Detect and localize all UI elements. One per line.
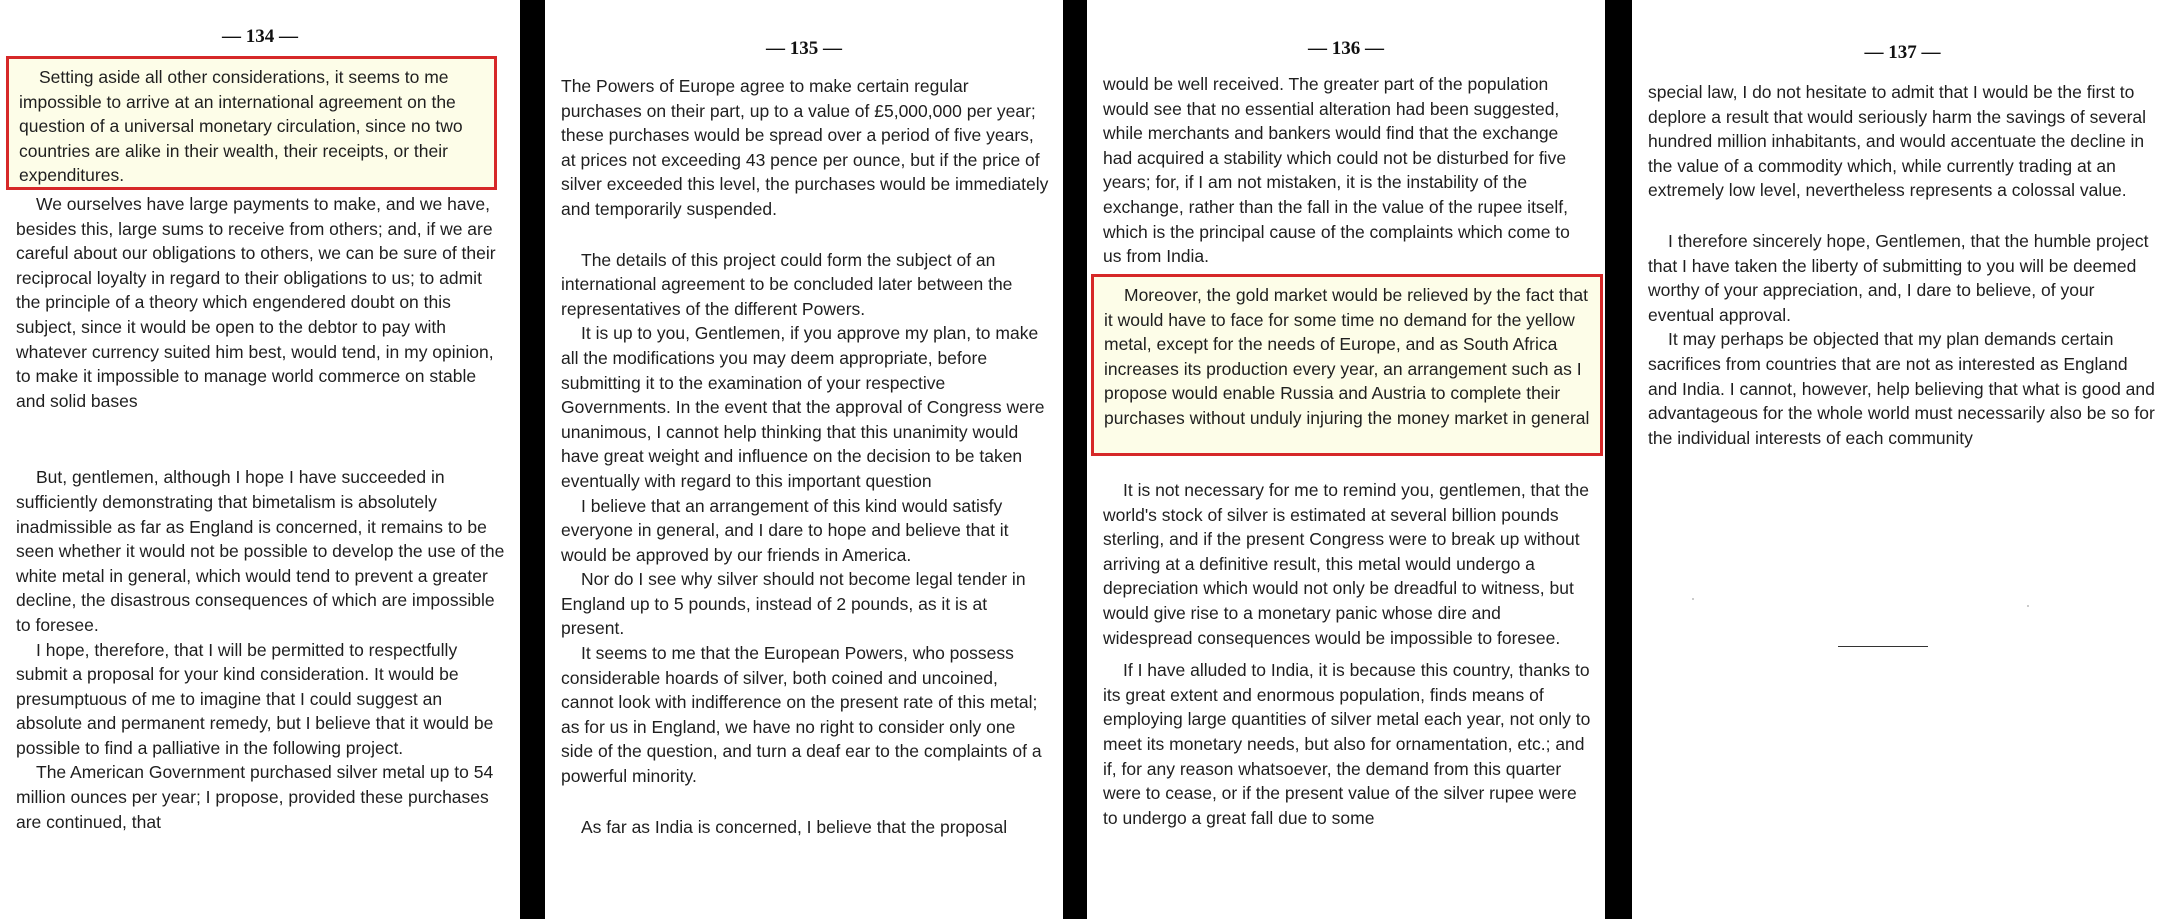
paragraph: We ourselves have large payments to make, and we have, besides this, large sums to receive from others; and, if we are careful about our obligations to others, we can be sure of their reciprocal loyalty in regard to their obligations to us; to admit the principle of a theory which engendered doubt on this subject, since it would be open to the debtor to pay with whatever currency suited him best, would tend, in my opinion, to make it impossible to manage world commerce on stable and solid bases [16, 194, 496, 411]
paragraph: If I have alluded to India, it is because this country, thanks to its great extent and enormous population, finds means of employing large quantities of silver metal each year, not only to meet its monetary needs, but also for ornamentation, etc.; and if, for any reason whatsoever, the demand from this quarter were to cease, or if the present value of the silver rupee were to undergo a great fall due to some [1103, 660, 1591, 828]
paragraph: It may perhaps be objected that my plan demands certain sacrifices from countries that are not as interested as England and India. I cannot, however, help believing that what is good and advantageous for the whole world must necessarily also be so for the individual interests of each community [1648, 329, 2155, 448]
paragraph: It is not necessary for me to remind you, gentlemen, that the world's stock of silver is estimated at several billion pounds sterling, and if the present Congress were to break up without arriving at a definitive result, this metal would undergo a depreciation which would not only be dreadful to witness, but would give rise to a monetary panic whose dire and widespread consequences would be impossible to foresee. [1103, 480, 1589, 648]
page-body [1648, 80, 2159, 450]
end-rule [1838, 646, 1928, 647]
page-body [16, 192, 506, 834]
paragraph: The Powers of Europe agree to make certain regular purchases on their part, up to a value of £5,000,000 per year; these purchases would be spread over a period of five years, at prices not exceeding 43 pence per ounce, but if the price of silver exceeded this level, the purchases would be immediately and temporarily suspended. [561, 76, 1049, 219]
page-number: — 135 — [766, 38, 842, 59]
page-134 [0, 0, 520, 919]
paragraph: It is up to you, Gentlemen, if you approve my plan, to make all the modifications you may deem appropriate, before submitting it to the examination of your respective Governments. In the event that the approval of Congress were unanimous, I cannot help thinking that this unanimity would have great weight and influence on the decision to be taken eventually with regard to this important question [561, 323, 1045, 491]
paragraph: special law, I do not hesitate to admit that I would be the first to deplore a result that would seriously harm the savings of several hundred million inhabitants, and would accentuate the decline in the value of a commodity which, while currently trading at an extremely low level, nevertheless represents a colossal value. [1648, 82, 2147, 201]
page-body [561, 74, 1049, 839]
page-number: — 134 — [222, 26, 298, 47]
paragraph: But, gentlemen, although I hope I have succeeded in sufficiently demonstrating that bimetalism is absolutely inadmissible as far as England is concerned, it remains to be seen whether it would not be possible to develop the use of the white metal in general, which would tend to prevent a greater decline, the disastrous consequences of which are impossible to foresee. [16, 467, 505, 635]
page-137 [1632, 0, 2173, 919]
paragraph: I therefore sincerely hope, Gentlemen, that the humble project that I have taken the liberty of submitting to you will be deemed worthy of your appreciation, and, I dare to believe, of your eventual approval. [1648, 230, 2149, 325]
page-number: — 137 — [1864, 42, 1941, 63]
page-body [1103, 72, 1591, 269]
paragraph: It seems to me that the European Powers, who possess considerable hoards of silver, both coined and uncoined, cannot look with indifference on the present rate of this metal; as for us in England, we have no right to consider only one side of the question, and turn a deaf ear to the complaints of a powerful minority. [561, 643, 1042, 787]
paragraph: The details of this project could form the subject of an international agreement to be concluded later between the representatives of the different Powers. [561, 249, 1013, 319]
paragraph: I believe that an arrangement of this kind would satisfy everyone in general, and I dare to hope and believe that it would be approved by our friends in America. [561, 495, 1009, 565]
paragraph: Nor do I see why silver should not become legal tender in England up to 5 pounds, instead of 2 pounds, as it is at present. [561, 569, 1026, 639]
speck [1692, 598, 1694, 600]
page-body-continued [1103, 478, 1591, 830]
highlighted-paragraph [1091, 274, 1603, 456]
highlighted-paragraph [6, 56, 497, 190]
speck [2027, 605, 2029, 607]
page-number: — 136 — [1308, 38, 1384, 59]
highlight-text: Setting aside all other considerations, it seems to me impossible to arrive at an international agreement on the question of a universal monetary circulation, since no two countries are alike in their wealth, their receipts, or their expenditures. [19, 67, 463, 186]
page-136 [1087, 0, 1605, 919]
paragraph: I hope, therefore, that I will be permitted to respectfully submit a proposal for your kind consideration. It would be presumptuous of me to imagine that I could suggest an absolute and permanent remedy, but I believe that it would be possible to find a palliative in the following project. [16, 639, 494, 758]
paragraph: The American Government purchased silver metal up to 54 million ounces per year; I propose, provided these purchases are continued, that [16, 762, 494, 832]
paragraph: As far as India is concerned, I believe that the proposal [581, 816, 1008, 837]
highlight-text: Moreover, the gold market would be relieved by the fact that it would have to face for some time no demand for the yellow metal, except for the needs of Europe, and as South Africa increases its production every year, an arrangement such as I propose would enable Russia and Austria to complete their purchases without unduly injuring the money market in general [1104, 285, 1590, 428]
paragraph: would be well received. The greater part of the population would see that no essential alteration had been suggested, while merchants and bankers would find that the exchange had acquired a stability which could not be disturbed for five years; for, if I am not mistaken, it is the instability of the exchange, rather than the fall in the value of the rupee itself, which is the principal cause of the complaints which come to us from India. [1103, 74, 1570, 267]
page-135 [545, 0, 1063, 919]
